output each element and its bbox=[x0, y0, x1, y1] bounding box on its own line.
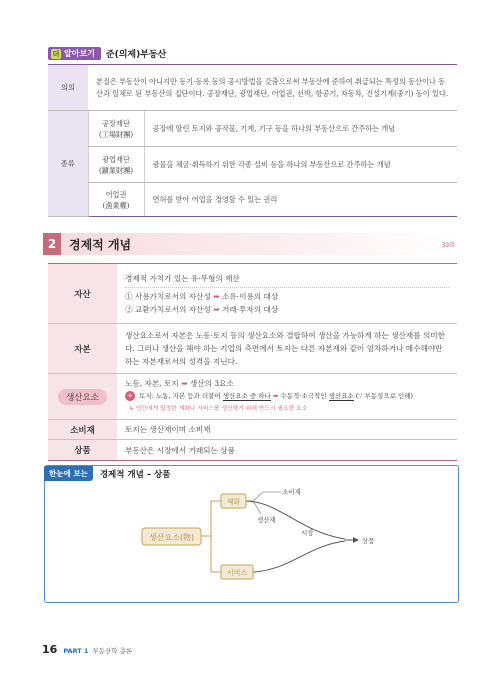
section1-header bbox=[48, 47, 166, 60]
type-name-cell bbox=[88, 183, 144, 217]
type-name: 어업권 bbox=[105, 189, 127, 199]
factor-line-2-c: (∵ 부동성으로 인해) bbox=[355, 392, 414, 400]
factor-cell bbox=[117, 374, 457, 420]
connector-line bbox=[246, 492, 281, 501]
page-number: 16 bbox=[42, 643, 58, 656]
section2-title-bar bbox=[61, 233, 459, 255]
type-desc: 면허를 받아 어업을 경영할 수 있는 권리 bbox=[144, 183, 457, 217]
row-header-asset: 자산 bbox=[48, 264, 117, 324]
table-row bbox=[48, 440, 457, 461]
summary-tab bbox=[44, 466, 170, 481]
factor-node-label bbox=[149, 532, 194, 542]
type-name-cell bbox=[88, 111, 144, 147]
row-header-types: 종류 bbox=[48, 111, 88, 217]
section1-tag bbox=[48, 47, 101, 60]
table-row bbox=[48, 374, 457, 420]
factor-line-2-underline: 생산요소 중 하나 bbox=[222, 392, 271, 400]
row-header-consumer: 소비재 bbox=[48, 420, 117, 440]
part-label: PART 1 bbox=[63, 647, 89, 655]
factor-line-3 bbox=[125, 403, 449, 416]
return-arrow-icon: ↳ bbox=[129, 406, 136, 412]
table-row bbox=[48, 324, 457, 374]
factor-line-3-text: 인간에게 일정한 재화나 서비스를 생산하기 위해 반드시 필요한 요소 bbox=[135, 406, 308, 412]
book-icon: 더 bbox=[52, 49, 60, 58]
type-hanja: (工場財團) bbox=[98, 129, 134, 139]
asset-item-1-label: ① 사용가치로서의 자산성 bbox=[125, 291, 211, 301]
table-row bbox=[48, 183, 457, 217]
table-row bbox=[48, 420, 457, 440]
section2-title: 경제적 개념 bbox=[69, 237, 132, 252]
commodity-text: 부동산은 시장에서 거래되는 상품 bbox=[117, 440, 457, 461]
factor-node-hanja: (物) bbox=[179, 533, 195, 542]
asset-item-2 bbox=[125, 303, 449, 316]
summary-title: 경제적 개념 – 상품 bbox=[99, 469, 171, 480]
services-node-label: 서비스 bbox=[226, 569, 248, 577]
section-number: 2 bbox=[43, 233, 61, 255]
asset-item-1-result: 소유·이용의 대상 bbox=[222, 291, 279, 301]
capital-text: 생산요소로서 자본은 노동·토지 등의 생산요소와 결합하여 생산을 가능하게 하는 생산재를 의미한다. 그러나 생산을 해야 하는 기업의 측면에서 토지는 다른 자본재와 같이 임차하거나 매수해야만 하는 자본재로서의 성격을 지닌다. bbox=[117, 324, 457, 374]
arrowhead-icon bbox=[353, 537, 359, 543]
factor-pill: 생산요소 bbox=[58, 389, 107, 405]
commodity-diagram bbox=[45, 482, 457, 602]
asset-cell bbox=[117, 264, 457, 324]
exam-round-badge: 33회 bbox=[441, 241, 455, 249]
meaning-text: 본질은 부동산이 아니지만 등기·등록 등의 공시방법을 갖춤으로써 부동산에 준하여 취급되는 특정의 동산이나 동산과 일체로 된 부동산의 집단이다. 공장재단, 광업재단, 어업권, 선박, 항공기, 자동차, 건설기계(중기) 등이 있다. bbox=[88, 65, 457, 111]
semi-real-estate-table bbox=[48, 64, 457, 217]
factor-line-2 bbox=[125, 390, 449, 403]
connector-line bbox=[201, 501, 221, 536]
factor-line-2-b: 수동적·소극적인 bbox=[280, 392, 327, 400]
summary-box bbox=[44, 465, 459, 603]
type-name-cell bbox=[88, 147, 144, 183]
row-header-meaning: 의의 bbox=[48, 65, 88, 111]
type-hanja: (鑛業財團) bbox=[98, 165, 134, 175]
type-name: 광업재단 bbox=[102, 154, 130, 164]
asset-item-1 bbox=[125, 290, 449, 303]
connector-line bbox=[211, 536, 221, 572]
economic-concept-table bbox=[48, 263, 457, 461]
table-row bbox=[48, 65, 457, 111]
arrow-right-icon: ➡ bbox=[181, 379, 188, 388]
factor-line-2-underline-2: 생산요소 bbox=[328, 392, 354, 400]
type-name: 공장재단 bbox=[102, 118, 130, 128]
table-row bbox=[48, 264, 457, 324]
arrow-right-icon: ➡ bbox=[213, 304, 220, 314]
factor-line-2-a: 토지: 노동, 자본 등과 더불어 bbox=[139, 392, 221, 400]
goods-node-label: 재화 bbox=[226, 498, 241, 506]
market-label: 시장 bbox=[301, 529, 314, 537]
flow-curve bbox=[253, 541, 345, 572]
row-header-commodity: 상품 bbox=[48, 440, 117, 461]
factor-line-1 bbox=[125, 377, 449, 390]
type-hanja: (漁業權) bbox=[102, 200, 130, 210]
commodity-label: 상품 bbox=[362, 537, 375, 545]
section1-title: 준(의제)부동산 bbox=[105, 50, 167, 60]
arrow-right-icon: ➡ bbox=[272, 392, 279, 400]
row-header-factor bbox=[48, 374, 117, 420]
consumer-goods-label: 소비재 bbox=[282, 488, 301, 496]
section2-header bbox=[43, 233, 459, 255]
factor-node-text: 생산요소 bbox=[148, 533, 180, 542]
arrow-right-icon: ➡ bbox=[213, 291, 220, 301]
factor-line-1-label: 노동, 자본, 토지 bbox=[125, 379, 179, 388]
asset-item-2-label: ② 교환가치로서의 자산성 bbox=[125, 304, 211, 314]
table-row bbox=[48, 147, 457, 183]
type-desc: 공장에 딸린 토지와 공작물, 기계, 기구 등을 하나의 부동산으로 간주하는 개념 bbox=[144, 111, 457, 147]
part-title: 부동산학 총론 bbox=[92, 647, 133, 655]
consumer-text: 토지는 생산재이며 소비재 bbox=[117, 420, 457, 440]
table-row bbox=[48, 111, 457, 147]
type-desc: 광물을 채굴·취득하기 위한 각종 설비 등을 하나의 부동산으로 간주하는 개념 bbox=[144, 147, 457, 183]
page-footer bbox=[42, 643, 132, 656]
asset-item-2-result: 거래·투자의 대상 bbox=[222, 304, 279, 314]
section1-tag-label: 알아보기 bbox=[64, 49, 95, 58]
row-header-capital: 자본 bbox=[48, 324, 117, 374]
summary-label: 한눈에 보는 bbox=[44, 466, 93, 481]
divider bbox=[125, 287, 449, 288]
factor-line-1-result: 생산의 3요소 bbox=[189, 379, 234, 388]
producer-goods-label: 생산재 bbox=[257, 516, 276, 524]
plus-icon: + bbox=[126, 391, 134, 400]
asset-definition: 경제적 가치가 있는 유·무형의 재산 bbox=[125, 273, 240, 283]
